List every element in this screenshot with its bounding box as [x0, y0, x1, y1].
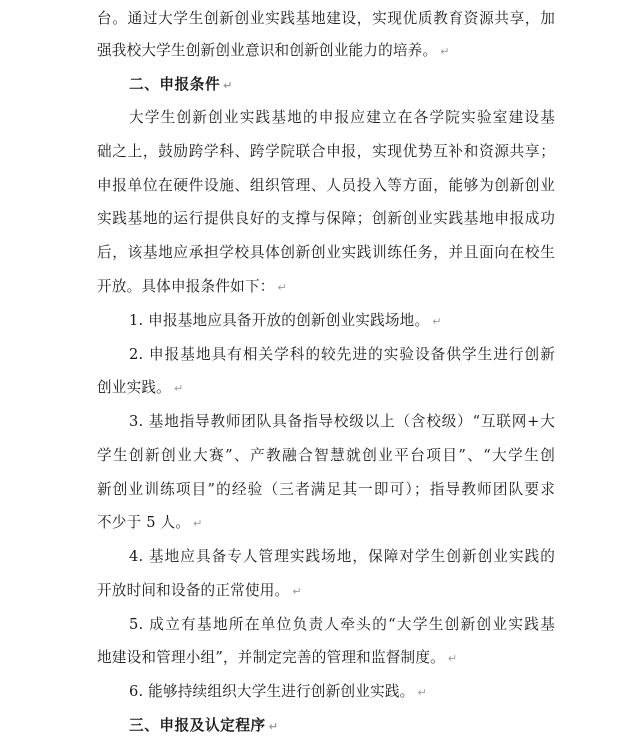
text-line: 后，该基地应承担学校具体创新创业实践训练任务，并且面向在校生: [97, 244, 555, 261]
list-item: 6. 能够持续组织大学生进行创新创业实践。 ↵: [129, 683, 427, 700]
section-heading: 三、申报及认定程序 ↵: [129, 717, 279, 734]
paragraph-mark-icon: ↵: [447, 652, 458, 665]
paragraph-mark-icon: ↵: [268, 720, 279, 733]
paragraph-mark-icon: ↵: [417, 686, 427, 699]
text-line: 开放时间和设备的正常使用。 ↵: [97, 582, 302, 599]
text-line: 地建设和管理小组”，并制定完善的管理和监督制度。 ↵: [97, 649, 458, 666]
list-item: 4. 基地应具备专人管理实践场地，保障对学生创新创业实践的: [129, 548, 555, 565]
list-item: 5. 成立有基地所在单位负责人牵头的“大学生创新创业实践基: [129, 616, 555, 633]
paragraph-mark-icon: ↵: [292, 585, 302, 598]
text-line: 大学生创新创业实践基地的申报应建立在各学院实验室建设基: [129, 109, 555, 126]
list-item: 2. 申报基地具有相关学科的较先进的实验设备供学生进行创新: [129, 346, 555, 363]
text-line: 台。通过大学生创新创业实践基地建设，实现优质教育资源共享，加: [97, 10, 555, 27]
text-line: 不少于 5 人。 ↵: [97, 514, 203, 531]
list-item: 1. 申报基地应具备开放的创新创业实践场地。 ↵: [129, 312, 442, 329]
paragraph-mark-icon: ↵: [173, 382, 184, 395]
paragraph-mark-icon: ↵: [193, 517, 203, 530]
text-line: 实践基地的运行提供良好的支撑与保障；创新创业实践基地申报成功: [97, 210, 555, 227]
section-heading: 二、申报条件 ↵: [129, 76, 233, 93]
paragraph-mark-icon: ↵: [440, 45, 450, 58]
text-line: 强我校大学生创新创业意识和创新创业能力的培养。 ↵: [97, 42, 450, 59]
text-line: 创业实践。 ↵: [97, 379, 184, 396]
text-line: 申报单位在硬件设施、组织管理、人员投入等方面，能够为创新创业: [97, 177, 555, 194]
paragraph-mark-icon: ↵: [432, 315, 442, 328]
text-line: 开放。具体申报条件如下： ↵: [97, 278, 287, 295]
text-line: 学生创新创业大赛”、产教融合智慧就创业平台项目”、“大学生创: [97, 447, 555, 464]
text-line: 础之上，鼓励跨学科、跨学院联合申报，实现优势互补和资源共享；: [97, 143, 555, 160]
list-item: 3. 基地指导教师团队具备指导校级以上（含校级）“互联网+大: [129, 413, 555, 430]
paragraph-mark-icon: ↵: [277, 281, 287, 294]
text-line: 新创业训练项目”的经验（三者满足其一即可）；指导教师团队要求: [97, 481, 555, 498]
paragraph-mark-icon: ↵: [223, 79, 233, 92]
